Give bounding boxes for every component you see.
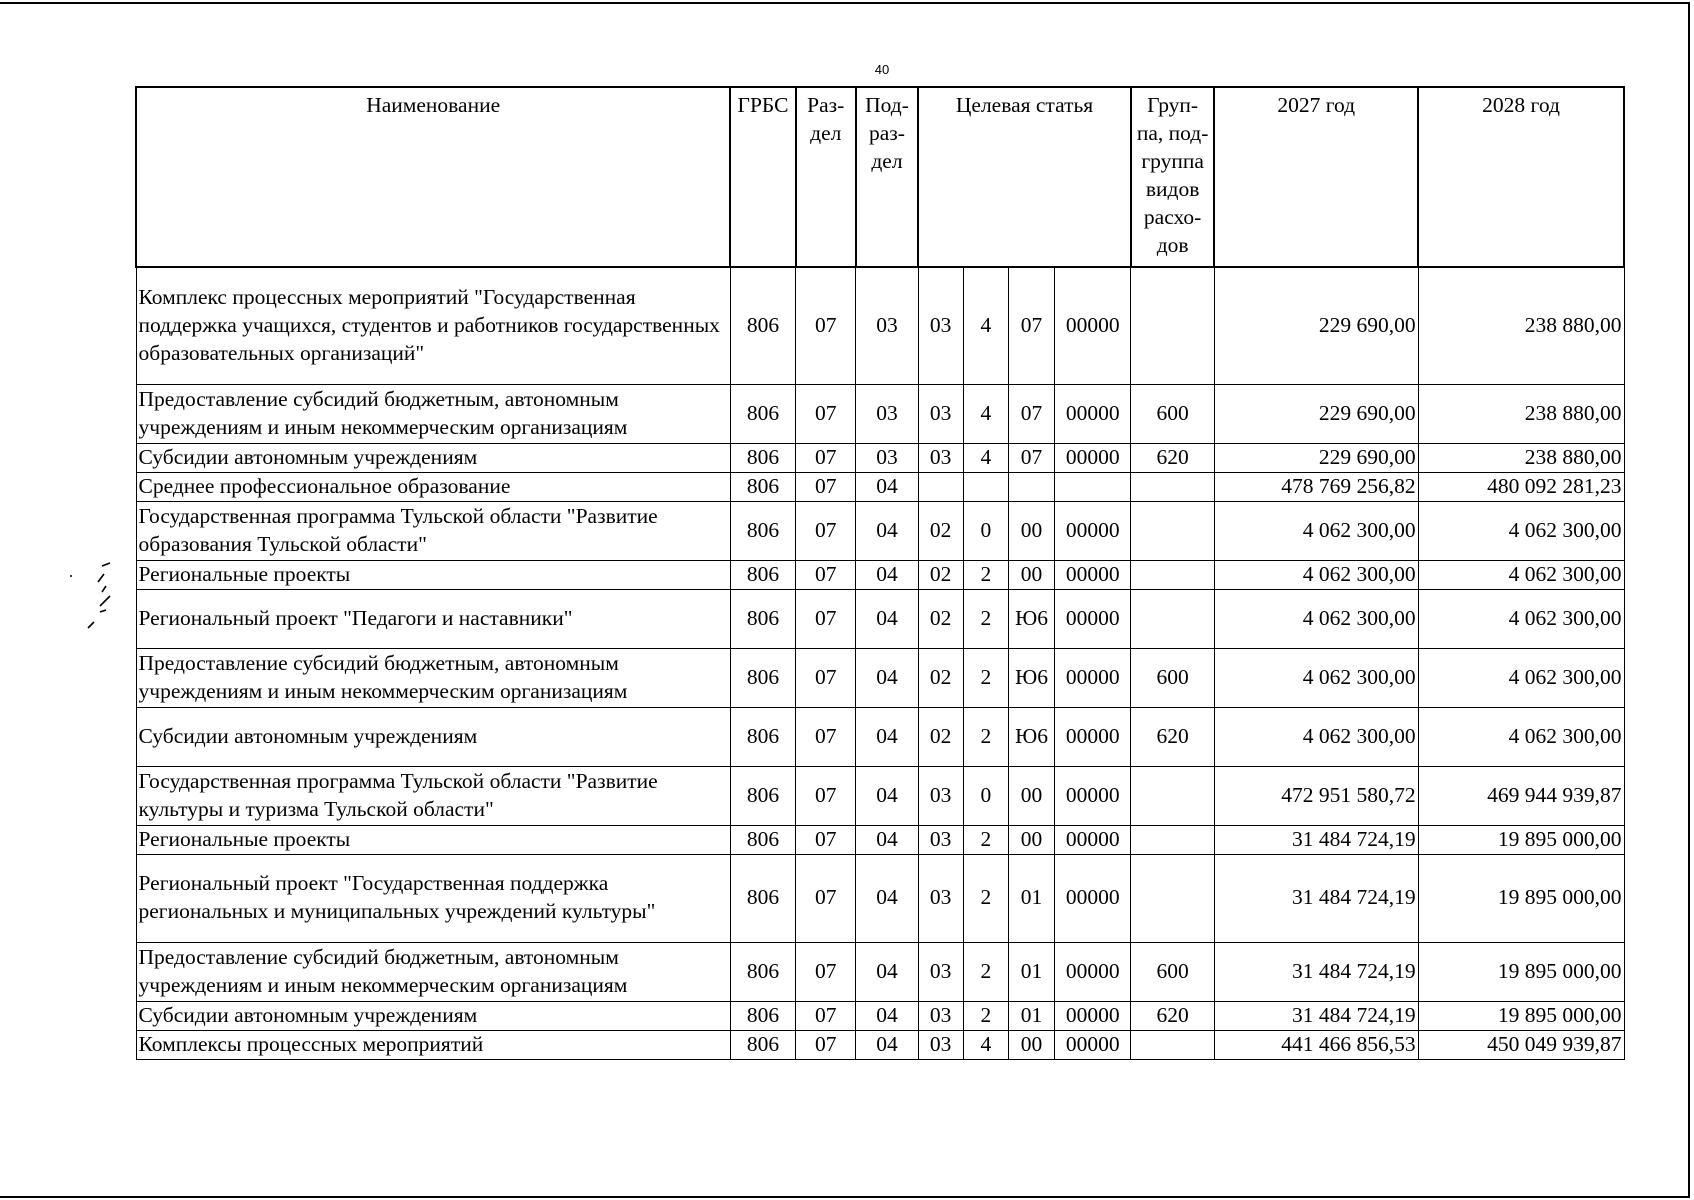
row-target-type: 4 <box>963 1030 1008 1059</box>
row-podrazdel: 04 <box>856 854 918 942</box>
row-grbs: 806 <box>730 707 795 766</box>
row-name: Комплекс процессных мероприятий "Государственная поддержка учащихся, студентов и работников государственных образовательных организаций" <box>136 267 730 384</box>
row-target-program: 03 <box>918 1030 963 1059</box>
row-target-program: 02 <box>918 707 963 766</box>
row-target-program: 02 <box>918 501 963 560</box>
row-target-program: 03 <box>918 267 963 384</box>
row-amount-2027: 4 062 300,00 <box>1214 501 1418 560</box>
row-target-item: 00 <box>1008 501 1054 560</box>
row-target-direction: 00000 <box>1055 589 1131 648</box>
row-target-direction <box>1055 472 1131 501</box>
row-name: Предоставление субсидий бюджетным, автономным учреждениям и иным некоммерческим организациям <box>136 942 730 1001</box>
budget-table <box>135 86 1625 1060</box>
row-razdel: 07 <box>796 501 856 560</box>
row-name: Предоставление субсидий бюджетным, автономным учреждениям и иным некоммерческим организациям <box>136 648 730 707</box>
row-target-type: 4 <box>963 384 1008 443</box>
row-razdel: 07 <box>796 472 856 501</box>
row-expense-group <box>1131 766 1214 825</box>
row-name: Региональный проект "Государственная поддержка региональных и муниципальных учреждений культуры" <box>136 854 730 942</box>
row-amount-2028: 4 062 300,00 <box>1418 560 1624 589</box>
table-row <box>136 443 1624 472</box>
row-target-type: 2 <box>963 854 1008 942</box>
row-razdel: 07 <box>796 766 856 825</box>
row-target-program: 03 <box>918 854 963 942</box>
row-target-program: 03 <box>918 443 963 472</box>
row-razdel: 07 <box>796 384 856 443</box>
row-target-direction: 00000 <box>1055 501 1131 560</box>
row-target-direction: 00000 <box>1055 1001 1131 1030</box>
row-expense-group <box>1131 267 1214 384</box>
row-razdel: 07 <box>796 1030 856 1059</box>
row-grbs: 806 <box>730 501 795 560</box>
row-amount-2028: 238 880,00 <box>1418 443 1624 472</box>
row-razdel: 07 <box>796 267 856 384</box>
table-row <box>136 648 1624 707</box>
row-target-item: 00 <box>1008 560 1054 589</box>
row-target-type: 2 <box>963 648 1008 707</box>
row-amount-2027: 441 466 856,53 <box>1214 1030 1418 1059</box>
row-grbs: 806 <box>730 942 795 1001</box>
row-name: Субсидии автономным учреждениям <box>136 707 730 766</box>
row-razdel: 07 <box>796 707 856 766</box>
table-row <box>136 589 1624 648</box>
row-expense-group: 620 <box>1131 707 1214 766</box>
row-target-type: 4 <box>963 443 1008 472</box>
row-podrazdel: 04 <box>856 560 918 589</box>
row-name: Региональные проекты <box>136 825 730 854</box>
row-podrazdel: 04 <box>856 1001 918 1030</box>
header-target-article: Целевая статья <box>918 87 1131 267</box>
row-target-item: Ю6 <box>1008 707 1054 766</box>
row-target-type: 2 <box>963 707 1008 766</box>
row-target-program: 03 <box>918 1001 963 1030</box>
row-grbs: 806 <box>730 1001 795 1030</box>
row-target-direction: 00000 <box>1055 825 1131 854</box>
row-grbs: 806 <box>730 560 795 589</box>
header-razdel: Раз- дел <box>796 87 856 267</box>
table-row <box>136 825 1624 854</box>
row-amount-2028: 469 944 939,87 <box>1418 766 1624 825</box>
row-name: Государственная программа Тульской области "Развитие образования Тульской области" <box>136 501 730 560</box>
row-razdel: 07 <box>796 1001 856 1030</box>
row-amount-2027: 31 484 724,19 <box>1214 854 1418 942</box>
row-expense-group <box>1131 472 1214 501</box>
row-name: Комплексы процессных мероприятий <box>136 1030 730 1059</box>
row-target-item: Ю6 <box>1008 589 1054 648</box>
row-podrazdel: 03 <box>856 267 918 384</box>
row-target-program: 02 <box>918 648 963 707</box>
row-podrazdel: 04 <box>856 589 918 648</box>
row-expense-group <box>1131 560 1214 589</box>
row-target-program: 02 <box>918 589 963 648</box>
row-amount-2028: 238 880,00 <box>1418 384 1624 443</box>
row-target-type: 0 <box>963 766 1008 825</box>
row-grbs: 806 <box>730 589 795 648</box>
row-podrazdel: 04 <box>856 942 918 1001</box>
row-target-program: 03 <box>918 766 963 825</box>
row-razdel: 07 <box>796 942 856 1001</box>
row-amount-2028: 19 895 000,00 <box>1418 825 1624 854</box>
row-amount-2027: 229 690,00 <box>1214 443 1418 472</box>
row-grbs: 806 <box>730 384 795 443</box>
row-amount-2027: 4 062 300,00 <box>1214 648 1418 707</box>
row-amount-2027: 31 484 724,19 <box>1214 1001 1418 1030</box>
table-row <box>136 1030 1624 1059</box>
row-expense-group <box>1131 825 1214 854</box>
row-target-type: 2 <box>963 1001 1008 1030</box>
row-podrazdel: 04 <box>856 1030 918 1059</box>
row-target-item: 07 <box>1008 384 1054 443</box>
row-grbs: 806 <box>730 648 795 707</box>
row-amount-2028: 450 049 939,87 <box>1418 1030 1624 1059</box>
row-razdel: 07 <box>796 560 856 589</box>
header-name: Наименование <box>136 87 730 267</box>
table-row <box>136 1001 1624 1030</box>
row-amount-2027: 478 769 256,82 <box>1214 472 1418 501</box>
row-target-item: 01 <box>1008 1001 1054 1030</box>
row-target-direction: 00000 <box>1055 560 1131 589</box>
row-amount-2028: 19 895 000,00 <box>1418 942 1624 1001</box>
row-grbs: 806 <box>730 854 795 942</box>
row-expense-group: 600 <box>1131 384 1214 443</box>
row-podrazdel: 04 <box>856 825 918 854</box>
row-name: Государственная программа Тульской области "Развитие культуры и туризма Тульской области" <box>136 766 730 825</box>
row-target-type: 2 <box>963 825 1008 854</box>
row-amount-2028: 19 895 000,00 <box>1418 1001 1624 1030</box>
row-amount-2028: 4 062 300,00 <box>1418 648 1624 707</box>
row-expense-group: 600 <box>1131 942 1214 1001</box>
row-grbs: 806 <box>730 1030 795 1059</box>
row-target-type: 2 <box>963 560 1008 589</box>
table-row <box>136 267 1624 384</box>
row-grbs: 806 <box>730 443 795 472</box>
row-podrazdel: 03 <box>856 443 918 472</box>
row-target-item: 00 <box>1008 1030 1054 1059</box>
table-row <box>136 854 1624 942</box>
row-amount-2027: 31 484 724,19 <box>1214 825 1418 854</box>
table-row <box>136 707 1624 766</box>
row-name: Предоставление субсидий бюджетным, автономным учреждениям и иным некоммерческим организациям <box>136 384 730 443</box>
row-podrazdel: 04 <box>856 707 918 766</box>
row-name: Среднее профессиональное образование <box>136 472 730 501</box>
header-row <box>136 87 1624 267</box>
row-target-program: 03 <box>918 825 963 854</box>
page-number: 40 <box>874 62 890 77</box>
row-amount-2028: 19 895 000,00 <box>1418 854 1624 942</box>
row-grbs: 806 <box>730 267 795 384</box>
row-target-item: 01 <box>1008 942 1054 1001</box>
row-expense-group: 600 <box>1131 648 1214 707</box>
row-target-direction: 00000 <box>1055 942 1131 1001</box>
row-expense-group: 620 <box>1131 1001 1214 1030</box>
row-target-type <box>963 472 1008 501</box>
table-row <box>136 942 1624 1001</box>
header-expense-group: Груп- па, под- группа видов расхо- дов <box>1131 87 1214 267</box>
row-grbs: 806 <box>730 766 795 825</box>
row-target-direction: 00000 <box>1055 443 1131 472</box>
row-target-type: 0 <box>963 501 1008 560</box>
row-expense-group <box>1131 854 1214 942</box>
row-grbs: 806 <box>730 825 795 854</box>
row-target-direction: 00000 <box>1055 648 1131 707</box>
row-target-direction: 00000 <box>1055 854 1131 942</box>
row-target-type: 2 <box>963 942 1008 1001</box>
row-podrazdel: 04 <box>856 472 918 501</box>
row-expense-group <box>1131 589 1214 648</box>
row-amount-2028: 4 062 300,00 <box>1418 589 1624 648</box>
row-target-direction: 00000 <box>1055 766 1131 825</box>
row-razdel: 07 <box>796 825 856 854</box>
row-name: Субсидии автономным учреждениям <box>136 443 730 472</box>
row-razdel: 07 <box>796 854 856 942</box>
row-target-direction: 00000 <box>1055 384 1131 443</box>
row-name: Региональные проекты <box>136 560 730 589</box>
row-target-program: 03 <box>918 384 963 443</box>
row-target-type: 2 <box>963 589 1008 648</box>
row-target-item: 00 <box>1008 766 1054 825</box>
row-target-item: 01 <box>1008 854 1054 942</box>
row-amount-2027: 4 062 300,00 <box>1214 560 1418 589</box>
row-podrazdel: 04 <box>856 501 918 560</box>
row-podrazdel: 04 <box>856 766 918 825</box>
row-amount-2027: 229 690,00 <box>1214 384 1418 443</box>
row-target-type: 4 <box>963 267 1008 384</box>
row-target-item: Ю6 <box>1008 648 1054 707</box>
row-podrazdel: 03 <box>856 384 918 443</box>
row-razdel: 07 <box>796 443 856 472</box>
row-target-item: 07 <box>1008 267 1054 384</box>
row-expense-group <box>1131 501 1214 560</box>
row-target-direction: 00000 <box>1055 1030 1131 1059</box>
row-amount-2028: 238 880,00 <box>1418 267 1624 384</box>
row-name: Региональный проект "Педагоги и наставники" <box>136 589 730 648</box>
row-target-program: 02 <box>918 560 963 589</box>
pen-marks <box>60 560 130 650</box>
table-row <box>136 384 1624 443</box>
row-amount-2028: 4 062 300,00 <box>1418 707 1624 766</box>
row-amount-2028: 480 092 281,23 <box>1418 472 1624 501</box>
row-target-item: 07 <box>1008 443 1054 472</box>
row-expense-group: 620 <box>1131 443 1214 472</box>
row-target-program: 03 <box>918 942 963 1001</box>
header-2028: 2028 год <box>1418 87 1624 267</box>
row-amount-2027: 4 062 300,00 <box>1214 707 1418 766</box>
row-target-item <box>1008 472 1054 501</box>
row-amount-2027: 229 690,00 <box>1214 267 1418 384</box>
row-amount-2027: 472 951 580,72 <box>1214 766 1418 825</box>
row-amount-2028: 4 062 300,00 <box>1418 501 1624 560</box>
header-grbs: ГРБС <box>730 87 795 267</box>
row-target-item: 00 <box>1008 825 1054 854</box>
header-2027: 2027 год <box>1214 87 1418 267</box>
table-row <box>136 501 1624 560</box>
table-row <box>136 472 1624 501</box>
row-amount-2027: 31 484 724,19 <box>1214 942 1418 1001</box>
row-target-direction: 00000 <box>1055 707 1131 766</box>
row-amount-2027: 4 062 300,00 <box>1214 589 1418 648</box>
row-grbs: 806 <box>730 472 795 501</box>
row-name: Субсидии автономным учреждениям <box>136 1001 730 1030</box>
row-target-program <box>918 472 963 501</box>
row-razdel: 07 <box>796 648 856 707</box>
row-podrazdel: 04 <box>856 648 918 707</box>
table-row <box>136 766 1624 825</box>
table-row <box>136 560 1624 589</box>
header-podrazdel: Под- раз- дел <box>856 87 918 267</box>
row-expense-group <box>1131 1030 1214 1059</box>
row-razdel: 07 <box>796 589 856 648</box>
row-target-direction: 00000 <box>1055 267 1131 384</box>
